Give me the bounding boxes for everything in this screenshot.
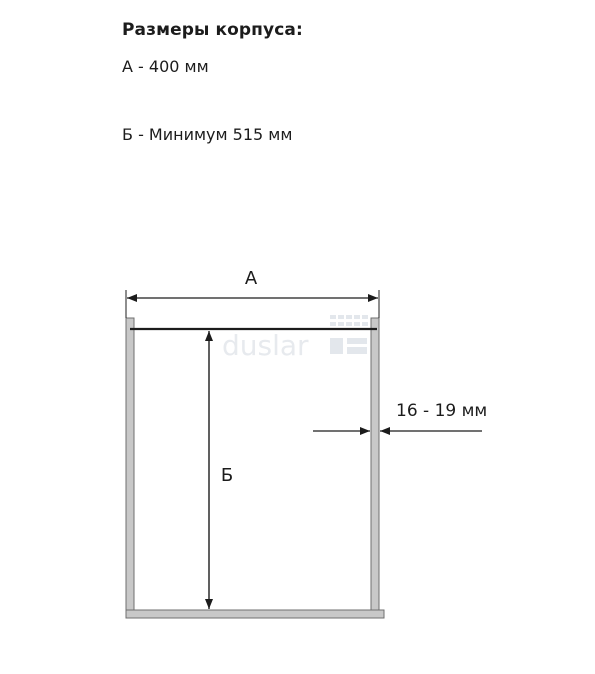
spec-dimension-b: Б - Минимум 515 мм bbox=[122, 125, 293, 144]
dimension-b-label: Б bbox=[220, 465, 234, 486]
spec-dimension-a: А - 400 мм bbox=[122, 57, 209, 76]
wall-thickness-label: 16 - 19 мм bbox=[396, 401, 488, 421]
spec-title: Размеры корпуса: bbox=[122, 20, 303, 40]
bottom-panel bbox=[126, 610, 384, 618]
dimension-a-label: А bbox=[244, 268, 258, 289]
right-side-panel bbox=[371, 318, 379, 611]
watermark-text: duslar bbox=[222, 329, 309, 362]
left-side-panel bbox=[126, 318, 134, 611]
duslar-logo-icon bbox=[222, 315, 368, 362]
